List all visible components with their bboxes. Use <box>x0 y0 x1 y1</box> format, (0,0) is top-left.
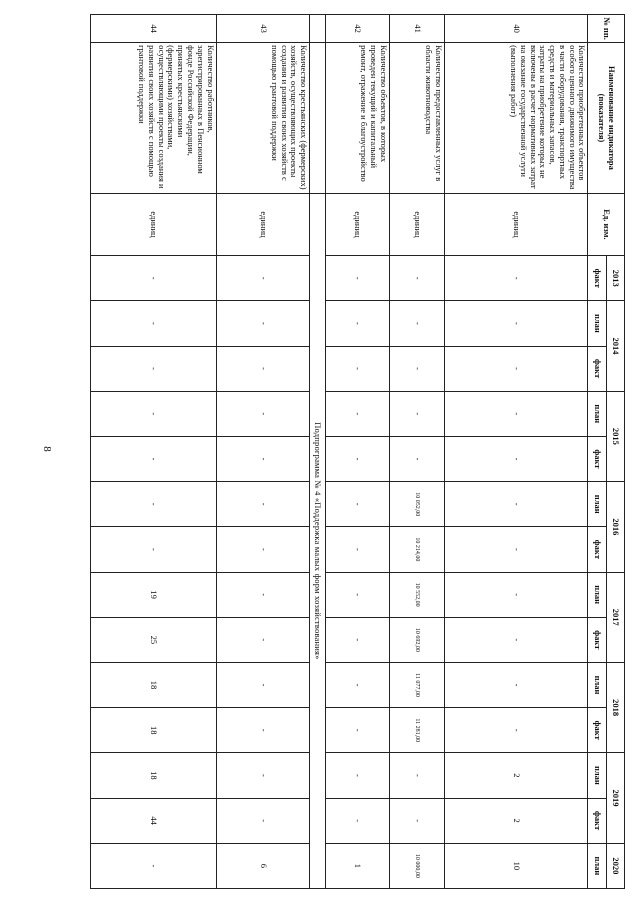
cell-value: - <box>444 527 588 572</box>
cell-value: 10 214,00 <box>389 527 444 572</box>
cell-value: - <box>91 301 217 346</box>
cell-value: - <box>91 843 217 888</box>
cell-value: 18 <box>91 662 217 707</box>
cell-value: 44 <box>91 798 217 843</box>
cell-value: 2 <box>444 753 588 798</box>
cell-value: - <box>216 436 310 481</box>
cell-value: - <box>216 527 310 572</box>
row-name: Количество предоставленных услуг в области животноводства <box>389 43 444 194</box>
row-name: Количество крестьянских (фермерских) хозяйств, осуществляющих проекты создания и развития своих хозяйств с помощью грантовой поддержки <box>216 43 310 194</box>
cell-value: - <box>444 572 588 617</box>
header-plan: план <box>588 301 606 346</box>
cell-value: 10 052,00 <box>389 482 444 527</box>
cell-value: - <box>326 391 390 436</box>
cell-value: - <box>326 662 390 707</box>
page-number: 8 <box>40 446 53 452</box>
cell-value: - <box>326 346 390 391</box>
cell-value: - <box>216 662 310 707</box>
cell-value: - <box>326 708 390 753</box>
row-num: 40 <box>444 15 588 43</box>
row-num: 44 <box>91 15 217 43</box>
header-year-2017: 2017 <box>606 572 624 662</box>
cell-value: 11 077,00 <box>389 662 444 707</box>
header-year-2018: 2018 <box>606 662 624 752</box>
cell-value: - <box>216 708 310 753</box>
table-row <box>216 15 310 889</box>
header-plan: план <box>588 843 606 888</box>
subprogram-row <box>310 15 326 889</box>
cell-value: 10 000,00 <box>389 843 444 888</box>
header-year-2014: 2014 <box>606 301 624 391</box>
cell-value: - <box>326 572 390 617</box>
cell-value: - <box>444 482 588 527</box>
row-unit: единиц <box>326 193 390 255</box>
cell-value: - <box>91 482 217 527</box>
cell-value: - <box>216 572 310 617</box>
cell-value: 18 <box>91 708 217 753</box>
row-num: 43 <box>216 15 310 43</box>
cell-value: - <box>326 753 390 798</box>
table-row <box>389 15 444 889</box>
cell-value: - <box>444 256 588 301</box>
header-unit: Ед. изм. <box>588 193 625 255</box>
rotated-table-container <box>90 14 625 889</box>
header-plan: план <box>588 662 606 707</box>
table-row <box>326 15 390 889</box>
cell-value: 10 <box>444 843 588 888</box>
cell-value: - <box>326 798 390 843</box>
header-year-2015: 2015 <box>606 391 624 481</box>
cell-value: 6 <box>216 843 310 888</box>
cell-value: 10 692,00 <box>389 617 444 662</box>
cell-value: - <box>444 708 588 753</box>
table-row <box>444 15 588 889</box>
header-year-2020: 2020 <box>606 843 624 888</box>
cell-value: - <box>326 482 390 527</box>
row-name: Количество приобретенных объектов особого ценного движимого имущества в части оборудования, транспортных средств и материальных запасов, затраты на приобретение которых не включены в расчет нормативных затрат на оказание государственной услуги (выполнения работ) <box>444 43 588 194</box>
header-fact: факт <box>588 256 606 301</box>
cell-value: 11 281,00 <box>389 708 444 753</box>
indicators-table <box>90 14 625 889</box>
header-fact: факт <box>588 798 606 843</box>
row-unit: единиц <box>91 193 217 255</box>
header-fact: факт <box>588 436 606 481</box>
header-year-2013: 2013 <box>606 256 624 301</box>
header-plan: план <box>588 482 606 527</box>
cell-value: - <box>444 617 588 662</box>
cell-value: - <box>326 436 390 481</box>
cell-value: - <box>216 617 310 662</box>
header-fact: факт <box>588 708 606 753</box>
header-fact: факт <box>588 527 606 572</box>
cell-value: - <box>326 527 390 572</box>
header-fact: факт <box>588 346 606 391</box>
table-row <box>91 15 217 889</box>
cell-value: - <box>216 301 310 346</box>
row-unit: единиц <box>444 193 588 255</box>
cell-value: - <box>216 346 310 391</box>
cell-value: - <box>216 798 310 843</box>
subprogram-title: Подпрограмма № 4 «Поддержка малых форм хозяйствования» <box>310 193 326 888</box>
cell-value: 2 <box>444 798 588 843</box>
row-num: 41 <box>389 15 444 43</box>
cell-value: - <box>216 256 310 301</box>
cell-value: - <box>91 391 217 436</box>
cell-value: - <box>444 436 588 481</box>
cell-value: - <box>216 482 310 527</box>
cell-value: - <box>389 436 444 481</box>
header-plan: план <box>588 391 606 436</box>
cell-value: - <box>216 753 310 798</box>
cell-value: 25 <box>91 617 217 662</box>
row-num: 42 <box>326 15 390 43</box>
cell-value: 18 <box>91 753 217 798</box>
cell-value: - <box>389 301 444 346</box>
cell-value: - <box>91 346 217 391</box>
cell-value: 1 <box>326 843 390 888</box>
row-name: Количество работников, зарегистрированных в Пенсионном фонде Российской Федерации, принятых крестьянскими (фермерскими) хозяйствами, осуществляющими проекты создания и развития своих хозяйств с помощью грантовой поддержки <box>91 43 217 194</box>
cell-value: - <box>389 753 444 798</box>
row-unit: единиц <box>389 193 444 255</box>
cell-value: - <box>444 662 588 707</box>
cell-value: 10 552,00 <box>389 572 444 617</box>
cell-value: - <box>444 391 588 436</box>
cell-value: - <box>91 527 217 572</box>
cell-value: - <box>91 256 217 301</box>
cell-value: - <box>389 391 444 436</box>
cell-value: 19 <box>91 572 217 617</box>
cell-value: - <box>444 301 588 346</box>
row-name: Количество объектов, в которых проведен текущий и капитальный ремонт, отражение и благоустройство <box>326 43 390 194</box>
header-num: № пп. <box>588 15 625 43</box>
cell-value: - <box>389 256 444 301</box>
cell-value: - <box>326 301 390 346</box>
cell-value: - <box>326 617 390 662</box>
cell-value: - <box>91 436 217 481</box>
cell-value: - <box>389 798 444 843</box>
cell-value: - <box>216 391 310 436</box>
row-unit: единиц <box>216 193 310 255</box>
header-plan: план <box>588 753 606 798</box>
cell-value: - <box>444 346 588 391</box>
header-year-2016: 2016 <box>606 482 624 572</box>
cell-value: - <box>389 346 444 391</box>
cell-value: - <box>326 256 390 301</box>
header-fact: факт <box>588 617 606 662</box>
header-year-2019: 2019 <box>606 753 624 843</box>
header-name: Наименование индикатора (показателя) <box>588 43 625 194</box>
header-plan: план <box>588 572 606 617</box>
